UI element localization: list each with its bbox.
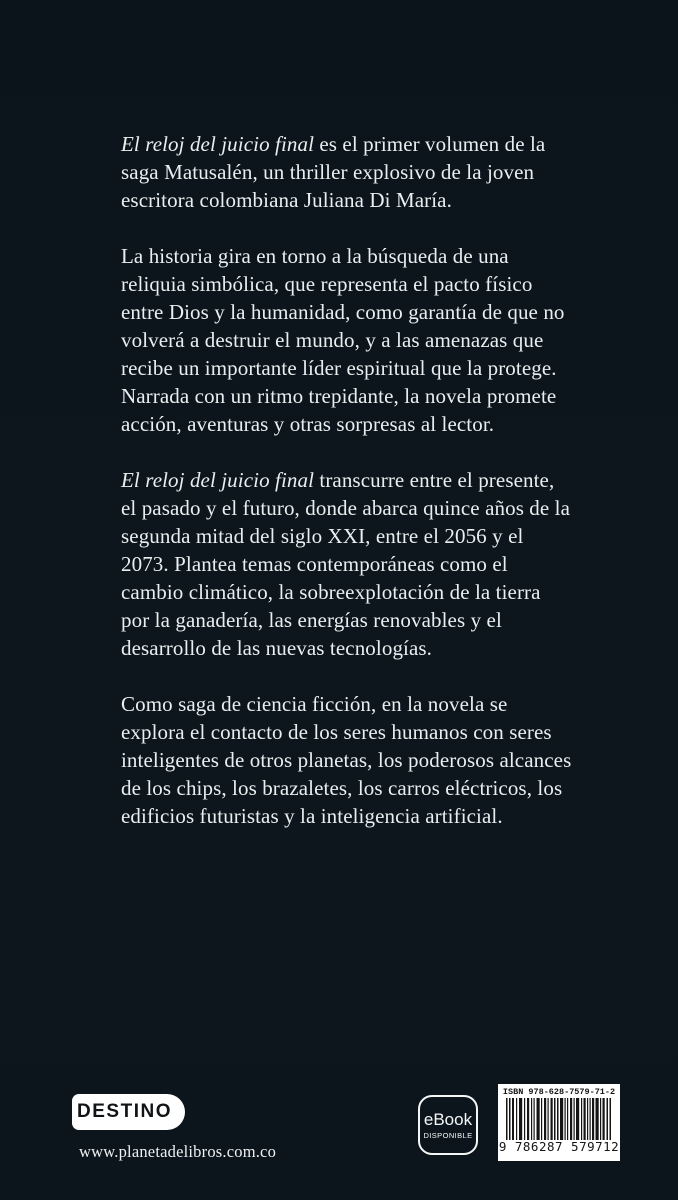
synopsis-paragraph-3: El reloj del juicio final transcurre entre el presente, el pasado y el futuro, donde abarca quince años de la segunda mitad del siglo XXI, entre el 2056 y el 2073. Plantea temas contemporáneas como el cambio climático, la sobreexplotación de la tierra por la ganadería, las energías renovables y el desarrollo de las nuevas tecnologías. [121, 468, 571, 660]
book-title-italic: El reloj del juicio final [121, 132, 315, 156]
barcode-bars-graphic [506, 1098, 612, 1144]
ebook-available-badge [418, 1095, 478, 1155]
isbn-number: 9 786287 579712 [498, 1139, 620, 1154]
isbn-barcode [498, 1084, 620, 1161]
destino-publisher-logo [72, 1094, 185, 1130]
synopsis-paragraph-2b: Narrada con un ritmo trepidante, la novela promete acción, aventuras y otras sorpresas al lector. [121, 384, 557, 436]
synopsis-paragraph-2: La historia gira en torno a la búsqueda de una reliquia simbólica, que representa el pacto físico entre Dios y la humanidad, como garantía de que no volverá a destruir el mundo, y a las amenazas que recibe un importante líder espiritual que la protege. [121, 244, 565, 380]
ebook-badge-subtitle: DISPONIBLE [423, 1130, 473, 1140]
publisher-logo-label: DESTINO [77, 1101, 172, 1122]
isbn-label: ISBN 978-628-7579-71-2 [502, 1087, 616, 1097]
synopsis-text [121, 130, 573, 858]
book-title-italic: El reloj del juicio final [121, 468, 315, 492]
publisher-website-url: www.planetadelibros.com.co [79, 1142, 277, 1161]
synopsis-paragraph-4: Como saga de ciencia ficción, en la novela se explora el contacto de los seres humanos con seres inteligentes de otros planetas, los poderosos alcances de los chips, los brazaletes, los carros eléctricos, los edificios futuristas y la inteligencia artificial. [121, 692, 572, 828]
synopsis-paragraph-1: El reloj del juicio final es el primer volumen de la saga Matusalén, un thriller explosivo de la joven escritora colombiana Juliana Di María. [121, 132, 546, 212]
ebook-badge-title: eBook [423, 1109, 473, 1129]
